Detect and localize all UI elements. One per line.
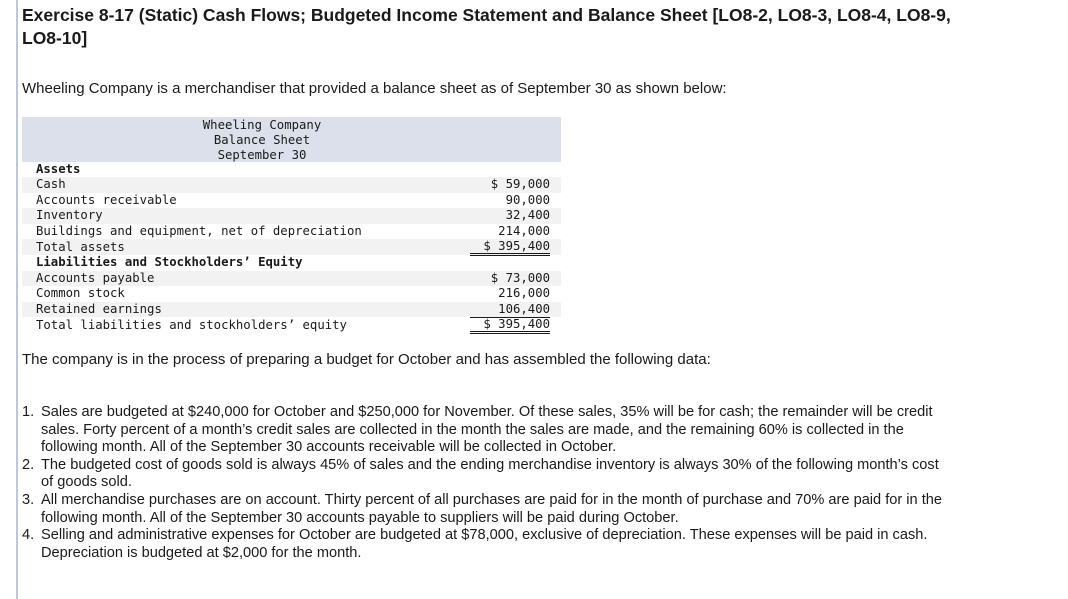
intro-text: Wheeling Company is a merchandiser that provided a balance sheet as of September 30 as shown below: [22, 80, 727, 97]
prep-text: The company is in the process of preparing a budget for October and has assembled the following data: [22, 351, 711, 368]
list-item [22, 404, 952, 457]
item-text: All merchandise purchases are on account. Thirty percent of all purchases are paid for in the month of purchase and 70% are paid for in the following month. All of the September 30 accounts payable to suppliers will be paid during October. [41, 491, 943, 526]
row-value: $ 73,000 [490, 270, 550, 285]
table-row [22, 286, 561, 301]
row-label: Inventory [36, 208, 103, 223]
row-label: Accounts payable [36, 270, 155, 285]
row-label: Retained earnings [36, 301, 162, 316]
table-row [22, 239, 561, 256]
page-title: Exercise 8-17 (Static) Cash Flows; Budgeted Income Statement and Balance Sheet [LO8-2, LO8-3, LO8-4, LO8-9, LO8-10] [22, 5, 951, 48]
item-number: 4. [22, 527, 35, 544]
item-number: 1. [22, 404, 35, 420]
row-label: Total assets [36, 239, 125, 254]
row-value: $ 395,400 [470, 317, 550, 334]
balance-sheet [22, 117, 561, 334]
row-value: 214,000 [470, 224, 550, 240]
row-value: $ 59,000 [490, 177, 550, 192]
table-row [22, 317, 561, 334]
row-label: Accounts receivable [36, 192, 177, 207]
statement-date: September 30 [217, 148, 307, 162]
table-row [22, 208, 561, 223]
row-value: 90,000 [505, 192, 550, 207]
row-label: Buildings and equipment, net of depreciation [36, 223, 362, 238]
list-item [22, 492, 952, 527]
table-row [22, 162, 561, 177]
row-label: Common stock [36, 286, 125, 301]
table-row [22, 271, 561, 286]
list-item [22, 527, 952, 562]
row-label: Assets [36, 162, 81, 176]
list-item [22, 457, 952, 492]
row-value: 106,400 [470, 302, 550, 318]
table-row [22, 193, 561, 208]
row-value: 216,000 [498, 286, 550, 301]
company-name: Wheeling Company [202, 118, 322, 132]
table-row [22, 177, 561, 192]
table-row [22, 302, 561, 317]
left-rule [16, 0, 18, 599]
row-label: Cash [36, 177, 66, 192]
statement-name: Balance Sheet [213, 133, 311, 147]
table-row [22, 224, 561, 239]
balance-sheet-header [22, 117, 561, 162]
item-number: 3. [22, 491, 35, 508]
item-text: The budgeted cost of goods sold is always 45% of sales and the ending merchandise inventory is always 30% of the following month’s cost of goods sold. [41, 456, 939, 491]
item-number: 2. [22, 456, 35, 473]
row-label: Liabilities and Stockholders’ Equity [36, 255, 303, 270]
table-row [22, 255, 561, 270]
item-text: Selling and administrative expenses for October are budgeted at $78,000, exclusive of depreciation. These expenses will be paid in cash. Depreciation is budgeted at $2,000 for the month. [41, 527, 928, 561]
data-list [22, 404, 952, 562]
row-value: $ 395,400 [470, 239, 550, 256]
row-value: 32,400 [505, 208, 550, 223]
item-text: Sales are budgeted at $240,000 for October and $250,000 for November. Of these sales, 35% will be for cash; the remainder will be credit sales. Forty percent of a month’s credit sales are collected in the month the sales are made, and the remaining 60% is collected in the following month. All of the September 30 accounts receivable will be collected in October. [41, 404, 933, 456]
row-label: Total liabilities and stockholders’ equity [36, 318, 347, 333]
